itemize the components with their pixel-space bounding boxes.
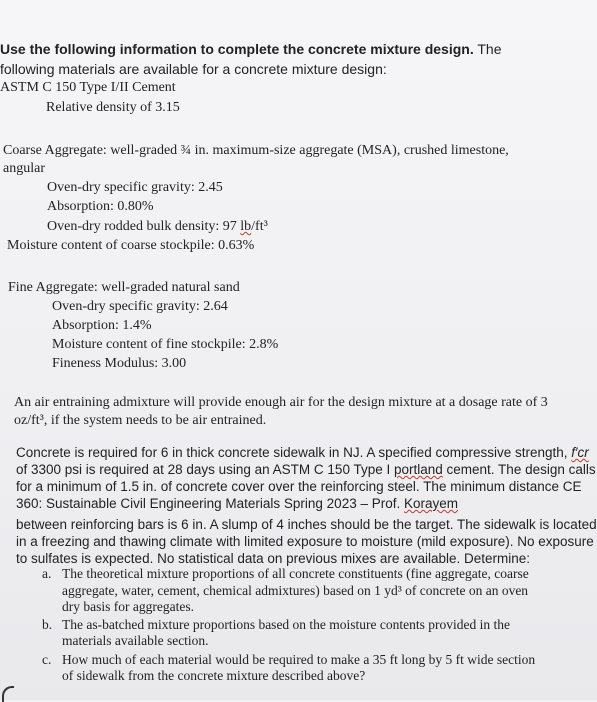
req-line-3: for a minimum of 1.5 in. of concrete cover over the reinforcing steel. The minimum distance CE: [16, 479, 582, 494]
air-line-1: An air entraining admixture will provide enough air for the design mixture at a dosage rate of 3: [14, 395, 548, 410]
question-a-line-2: aggregate, water, cement, chemical admixtures) based on 1 yd³ of concrete on an oven: [62, 583, 529, 598]
coarse-sg: Oven-dry specific gravity: 2.45: [47, 180, 223, 195]
req-l4-name: Korayem: [403, 496, 459, 511]
coarse-line-2: angular: [3, 161, 45, 176]
question-b-line-2: materials available section.: [62, 633, 209, 648]
fine-fm: Fineness Modulus: 3.00: [52, 356, 187, 371]
coarse-bulk-density: [47, 219, 268, 235]
cement-name: ASTM C 150 Type I/II Cement: [0, 80, 176, 95]
question-c-line-1: How much of each material would be required to make a 35 ft long by 5 ft wide section: [62, 652, 536, 667]
req-line-1: [16, 445, 589, 460]
req-line-4: [16, 496, 458, 511]
req-l1: Concrete is required for 6 in thick concrete sidewalk in NJ. A specified compressive strength,: [16, 445, 572, 460]
question-b-marker: b.: [42, 617, 53, 632]
question-c-line-2: of sidewalk from the concrete mixture described above?: [62, 668, 366, 683]
intro-lead-tail: The: [473, 41, 502, 57]
air-line-2: oz/ft³, if the system needs to be air entrained.: [14, 413, 267, 428]
coarse-bulk-unit-tail: /ft³: [251, 219, 268, 234]
fine-absorption: Absorption: 1.4%: [52, 318, 152, 333]
cement-density: Relative density of 3.15: [46, 100, 180, 115]
intro-line-1: [0, 41, 502, 57]
req-l2a: of 3300 psi is required at 28 days using an ASTM C 150 Type I: [16, 462, 394, 477]
req-l1-fc: f′cr: [571, 445, 589, 460]
fine-line-1: Fine Aggregate: well-graded natural sand: [8, 280, 240, 295]
coarse-moisture: Moisture content of coarse stockpile: 0.63%: [7, 238, 255, 253]
question-a-line-3: dry basis for aggregates.: [62, 599, 194, 614]
fine-moisture: Moisture content of fine stockpile: 2.8%: [52, 337, 279, 352]
coarse-line-1: Coarse Aggregate: well-graded ¾ in. maximum-size aggregate (MSA), crushed limestone,: [3, 143, 509, 158]
coarse-bulk-prefix: Oven-dry rodded bulk density: 97: [47, 219, 241, 234]
question-a-marker: a.: [42, 566, 52, 581]
req-l2-portland: portland: [393, 462, 443, 477]
intro-line-2: following materials are available for a concrete mixture design:: [0, 61, 387, 77]
req-line-7: to sulfates is expected. No statistical data on previous mixes are available. Determine:: [16, 551, 531, 566]
fine-sg: Oven-dry specific gravity: 2.64: [52, 299, 228, 314]
req-line-6: in a freezing and thawing climate with limited exposure to moisture (mild exposure). No exposure: [16, 534, 594, 549]
coarse-absorption: Absorption: 0.80%: [47, 199, 154, 214]
coarse-bulk-unit-lb: lb: [240, 219, 252, 234]
question-b-line-1: The as-batched mixture proportions based on the moisture contents provided in the: [62, 617, 511, 632]
question-c-marker: c.: [42, 652, 52, 667]
req-line-2: [16, 462, 596, 477]
req-l4a: 360: Sustainable Civil Engineering Materials Spring 2023 – Prof.: [16, 496, 404, 511]
question-a-line-1: The theoretical mixture proportions of all concrete constituents (fine aggregate, coarse: [62, 566, 529, 581]
intro-lead-bold: Use the following information to complete the concrete mixture design.: [0, 41, 474, 57]
req-l2b: cement. The design calls: [442, 462, 596, 477]
req-line-5: between reinforcing bars is 6 in. A slump of 4 inches should be the target. The sidewalk is located: [16, 517, 597, 532]
